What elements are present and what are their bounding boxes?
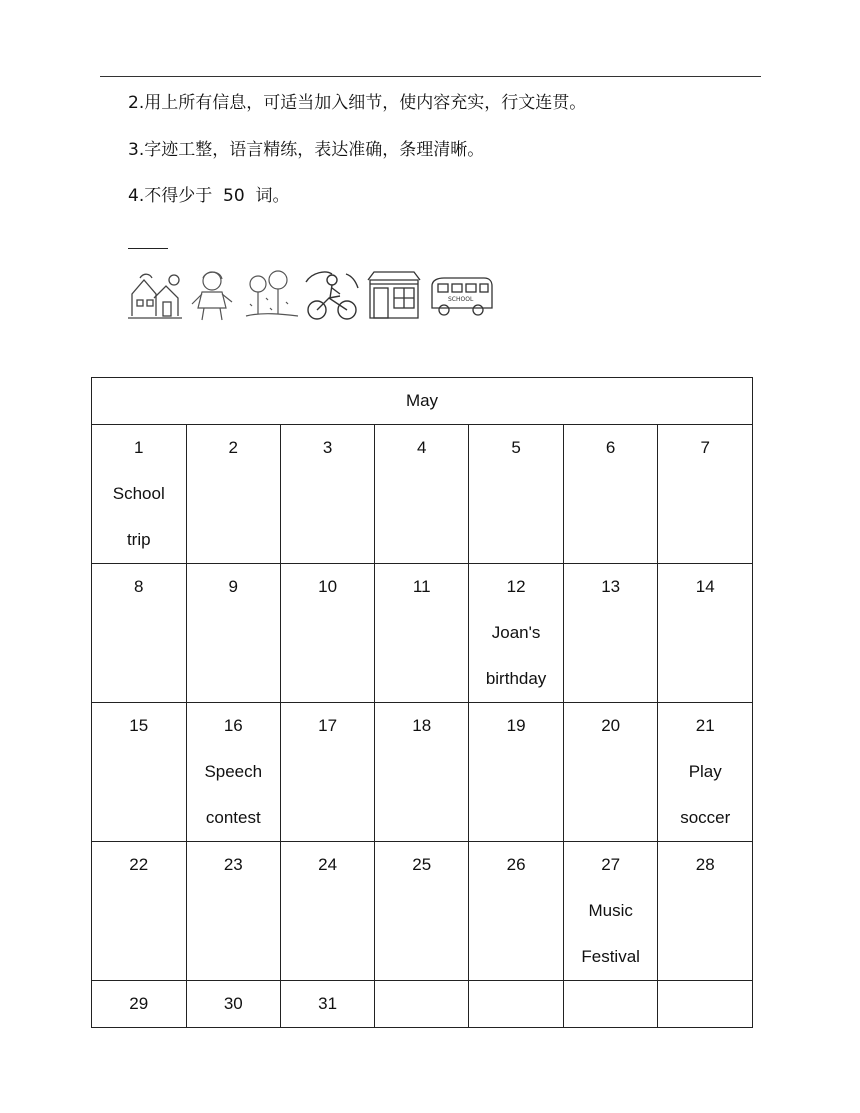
day-number: 8 [134, 577, 144, 596]
calendar-week-row [92, 842, 753, 981]
day-number: 2 [228, 438, 239, 457]
calendar-day-cell [375, 842, 469, 981]
calendar-day-cell [658, 842, 753, 981]
day-number: 4 [416, 438, 427, 457]
event-label: birthday [485, 669, 547, 688]
day-number: 22 [129, 855, 149, 874]
calendar-day-cell [92, 703, 187, 842]
calendar-week-row [92, 425, 753, 564]
calendar-week-row [92, 703, 753, 842]
calendar-day-cell [563, 842, 658, 981]
day-number: 17 [318, 716, 338, 735]
calendar-day-cell [658, 425, 753, 564]
calendar-day-cell [92, 564, 187, 703]
shop-picture [366, 268, 422, 322]
calendar-day-cell [658, 703, 753, 842]
calendar-day-cell [469, 425, 564, 564]
day-number: 31 [318, 994, 338, 1013]
calendar-day-cell [375, 564, 469, 703]
house-picture [126, 268, 184, 322]
answer-blank-line [128, 248, 168, 249]
day-number: 26 [506, 855, 526, 874]
day-number: 18 [412, 716, 432, 735]
calendar-day-cell [563, 564, 658, 703]
day-number: 23 [223, 855, 243, 874]
calendar-month: May [92, 378, 753, 425]
calendar-day-cell [281, 981, 375, 1028]
day-number: 20 [601, 716, 621, 735]
calendar-day-cell [186, 703, 281, 842]
cyclist-picture [302, 268, 362, 322]
calendar-day-cell [281, 425, 375, 564]
event-label: School [112, 484, 165, 503]
event-label: soccer [680, 808, 731, 827]
calendar-week-row [92, 564, 753, 703]
event-label: Music [588, 901, 633, 920]
calendar-day-cell [563, 703, 658, 842]
calendar-day-cell [375, 703, 469, 842]
event-label: Play [688, 762, 722, 781]
event-label: Joan's [491, 623, 541, 642]
calendar-day-cell [469, 703, 564, 842]
day-number: 29 [129, 994, 149, 1013]
calendar-day-cell [658, 564, 753, 703]
day-number: 24 [318, 855, 338, 874]
day-number: 28 [695, 855, 715, 874]
day-number: 5 [511, 438, 521, 457]
day-number: 21 [695, 716, 715, 735]
calendar-day-cell [281, 842, 375, 981]
day-number: 1 [134, 438, 144, 457]
calendar-day-cell [658, 981, 753, 1028]
calendar-day-cell [563, 425, 658, 564]
picture-strip [126, 268, 496, 322]
bus-sign: SCHOOL [448, 296, 474, 303]
school-bus-picture [426, 268, 496, 322]
calendar-day-cell [92, 981, 187, 1028]
top-divider [100, 76, 761, 77]
day-number: 19 [506, 716, 526, 735]
day-number: 14 [695, 577, 715, 596]
calendar-week-row [92, 981, 753, 1028]
instruction-2: 2.用上所有信息，可适当加入细节，使内容充实，行文连贯。 [128, 93, 587, 113]
day-number: 27 [601, 855, 621, 874]
instruction-3: 3.字迹工整，语言精练，表达准确，条理清晰。 [128, 140, 485, 160]
calendar-day-cell [92, 425, 187, 564]
day-number: 7 [700, 438, 710, 457]
calendar-day-cell [186, 842, 281, 981]
calendar-day-cell [563, 981, 658, 1028]
girl-picture [186, 268, 240, 322]
may-calendar [91, 377, 753, 1028]
event-label: Festival [581, 947, 640, 966]
calendar-day-cell [375, 981, 469, 1028]
instruction-4: 4.不得少于 50 词。 [128, 186, 290, 206]
day-number: 3 [322, 438, 333, 457]
day-number: 15 [129, 716, 149, 735]
day-number: 13 [601, 577, 621, 596]
day-number: 16 [223, 716, 243, 735]
calendar-day-cell [375, 425, 469, 564]
day-number: 11 [412, 577, 431, 596]
calendar-day-cell [469, 564, 564, 703]
event-label: Speech [204, 762, 263, 781]
day-number: 10 [318, 577, 338, 596]
day-number: 25 [412, 855, 432, 874]
trees-picture [242, 268, 300, 322]
day-number: 6 [605, 438, 616, 457]
calendar-day-cell [469, 981, 564, 1028]
calendar-day-cell [281, 564, 375, 703]
event-label: trip [126, 530, 151, 549]
calendar-day-cell [469, 842, 564, 981]
calendar-day-cell [186, 981, 281, 1028]
calendar-day-cell [281, 703, 375, 842]
calendar-day-cell [186, 564, 281, 703]
calendar-day-cell [92, 842, 187, 981]
event-label: contest [205, 808, 261, 827]
calendar-day-cell [186, 425, 281, 564]
day-number: 30 [223, 994, 243, 1013]
day-number: 12 [506, 577, 526, 596]
day-number: 9 [228, 577, 239, 596]
